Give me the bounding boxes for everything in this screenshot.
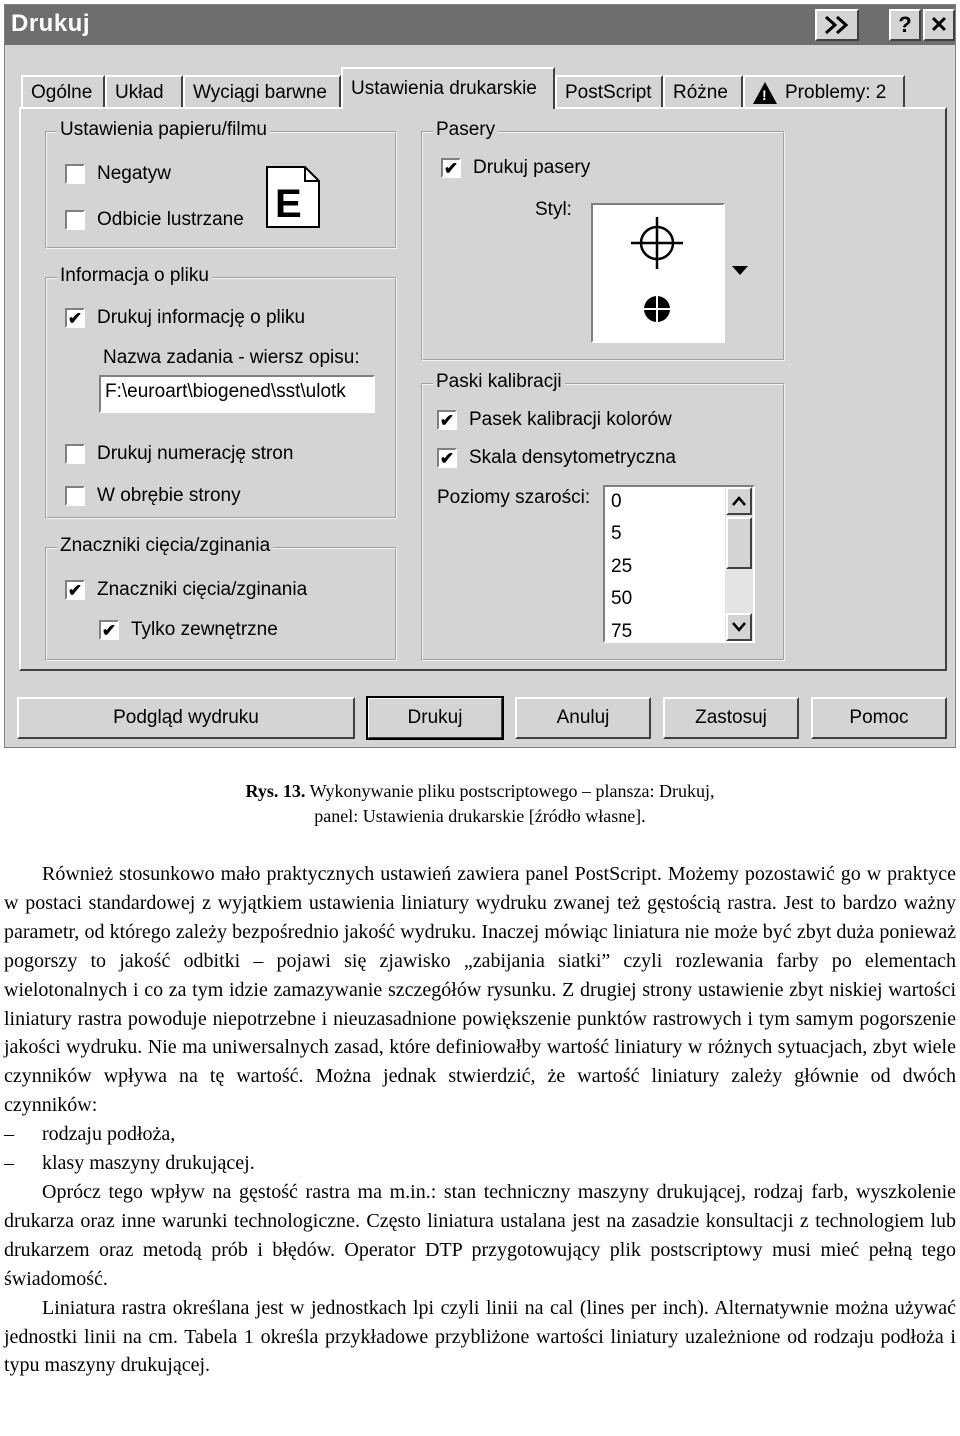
close-button[interactable]: ✕ — [923, 9, 955, 41]
crop-marks-option[interactable] — [65, 579, 307, 601]
list-item[interactable]: 25 — [611, 556, 633, 577]
gray-levels-label: Poziomy szarości: — [437, 487, 591, 508]
scroll-thumb[interactable] — [726, 517, 752, 569]
mirror-option[interactable] — [65, 209, 244, 231]
double-chevron-icon — [822, 14, 852, 36]
calibration-title: Paski kalibracji — [433, 371, 565, 393]
tab-issues-label: Problemy: 2 — [785, 82, 887, 103]
crop-marks-group — [45, 535, 397, 661]
figure-caption-text1: Wykonywanie pliku postscriptowego – plansza: Drukuj, — [309, 781, 715, 801]
negative-option[interactable] — [65, 163, 171, 185]
figure-caption-line2: panel: Ustawienia drukarskie [źródło własne]. — [314, 806, 646, 826]
mirror-label: Odbicie lustrzane — [97, 209, 244, 230]
print-preview-button[interactable]: Podgląd wydruku — [17, 697, 355, 739]
negative-checkbox[interactable] — [65, 164, 85, 184]
crop-marks-title: Znaczniki cięcia/zginania — [57, 535, 273, 557]
job-name-label: Nazwa zadania - wiersz opisu: — [103, 347, 360, 368]
print-file-info-checkbox[interactable]: ✔ — [65, 308, 85, 328]
registration-marks-title: Pasery — [433, 119, 498, 141]
bullet-text: klasy maszyny drukującej. — [42, 1152, 255, 1175]
tab-prepress-settings[interactable]: Ustawienia drukarskie — [341, 67, 555, 109]
cancel-button[interactable]: Anuluj — [515, 697, 651, 739]
exterior-only-label: Tylko zewnętrzne — [131, 619, 278, 640]
print-button[interactable]: Drukuj — [367, 697, 503, 739]
print-dialog — [4, 4, 956, 748]
list-item — [4, 1149, 956, 1178]
body-text — [4, 860, 956, 1380]
style-label: Styl: — [535, 199, 572, 220]
page-orientation-letter: E — [275, 182, 302, 226]
dialog-title: Drukuj — [11, 10, 91, 37]
crop-marks-label: Znaczniki cięcia/zginania — [97, 579, 308, 600]
densitometer-checkbox[interactable]: ✔ — [437, 448, 457, 468]
file-info-title: Informacja o pliku — [57, 265, 212, 287]
list-item[interactable]: 75 — [611, 621, 633, 642]
figure-label: Rys. 13. — [245, 781, 306, 801]
title-bar — [5, 5, 955, 45]
tab-issues[interactable] — [743, 75, 905, 109]
bullet-dash: – — [4, 1123, 14, 1146]
color-bar-option[interactable] — [437, 409, 672, 431]
apply-button[interactable]: Zastosuj — [663, 697, 799, 739]
tab-misc[interactable]: Różne — [663, 75, 743, 109]
print-registration-label: Drukuj pasery — [473, 157, 591, 178]
job-name-field[interactable]: F:\euroart\biogened\sst\ulotk — [99, 375, 375, 413]
paragraph-3: Liniatura rastra określana jest w jednostkach lpi czyli linii na cal (lines per inch). Alternatywnie można używać jednostki linii na cm. Tabela 1 określa przykładowe przybliżone wartości liniatury uzależnione od rodzaju podłoża i typu maszyny drukującej. — [4, 1296, 956, 1377]
densitometer-label: Skala densytometryczna — [469, 447, 676, 468]
gray-levels-scrollbar[interactable] — [725, 487, 753, 641]
scroll-up-button[interactable] — [726, 487, 752, 515]
page-numbers-label: Drukuj numerację stron — [97, 443, 294, 464]
figure-caption-line1 — [0, 778, 960, 804]
bullet-dash: – — [4, 1152, 14, 1175]
list-item[interactable]: 0 — [611, 491, 622, 512]
tab-postscript[interactable]: PostScript — [555, 75, 663, 109]
paper-settings-group — [45, 119, 397, 249]
calibration-group — [421, 371, 785, 661]
registration-style-preview[interactable] — [591, 203, 725, 343]
chevron-up-icon — [732, 496, 746, 506]
page-numbers-checkbox[interactable] — [65, 444, 85, 464]
paper-settings-title: Ustawienia papieru/filmu — [57, 119, 270, 141]
page-orientation-icon — [265, 165, 321, 229]
print-registration-checkbox[interactable]: ✔ — [441, 158, 461, 178]
dropdown-arrow-icon[interactable] — [731, 265, 749, 277]
color-bar-checkbox[interactable]: ✔ — [437, 410, 457, 430]
page-numbers-option[interactable] — [65, 443, 293, 465]
print-registration-option[interactable] — [441, 157, 590, 179]
color-bar-label: Pasek kalibracji kolorów — [469, 409, 672, 430]
help-button[interactable]: Pomoc — [811, 697, 947, 739]
negative-label: Negatyw — [97, 163, 171, 184]
filled-target-icon — [643, 295, 671, 323]
within-page-option[interactable] — [65, 485, 241, 507]
exterior-only-option[interactable] — [99, 619, 278, 641]
list-item — [4, 1120, 956, 1149]
list-item[interactable]: 5 — [611, 523, 622, 544]
tab-general[interactable]: Ogólne — [21, 75, 105, 109]
whats-this-button[interactable] — [815, 9, 859, 41]
crop-marks-checkbox[interactable]: ✔ — [65, 580, 85, 600]
bullet-text: rodzaju podłoża, — [42, 1123, 176, 1146]
tab-separations[interactable]: Wyciągi barwne — [183, 75, 341, 109]
tab-panel — [19, 107, 947, 671]
gray-levels-list[interactable] — [603, 485, 755, 643]
print-file-info-option[interactable] — [65, 307, 305, 329]
print-file-info-label: Drukuj informację o pliku — [97, 307, 306, 328]
within-page-label: W obrębie strony — [97, 485, 241, 506]
file-info-group — [45, 265, 397, 519]
mirror-checkbox[interactable] — [65, 210, 85, 230]
within-page-checkbox[interactable] — [65, 486, 85, 506]
densitometer-option[interactable] — [437, 447, 676, 469]
registration-mark-icons — [593, 205, 723, 341]
help-title-button[interactable]: ? — [889, 9, 921, 41]
scroll-down-button[interactable] — [726, 613, 752, 641]
exterior-only-checkbox[interactable]: ✔ — [99, 620, 119, 640]
paragraph-1: Również stosunkowo mało praktycznych ustawień zawiera panel PostScript. Możemy pozostawić go w praktyce w postaci standardowej z wyjątkiem ustawienia liniatury wydruku zwanej też gęstością rastra. Jest to bardzo ważny parametr, od którego zależy bezpośrednio jakość wydruku. Inaczej mówiąc liniatura nie może być zbyt duża ponieważ pogorszy to jakość odbitki – pojawi się zjawisko „zabijania siatki” czyli rozlewania farby po elementach wielotonalnych i co za tym idzie zamazywanie szczegółów rysunku. Z drugiej strony ustawienie zbyt niskiej wartości liniatury rastra powoduje niepotrzebne i nieuzasadnione powiększenie punktów rastrowych i tym samym pogorszenie jakości wydruku. Nie ma uniwersalnych zasad, które definiowałby wartość liniatury w różnych sytuacjach, zbyt wiele czynników wpływa na tę wartość. Można jednak stwierdzić, że wartość liniatury zależy głównie od dwóch czynników: — [4, 863, 956, 1117]
registration-marks-group — [421, 119, 785, 361]
chevron-down-icon — [732, 622, 746, 632]
tab-bar — [21, 67, 941, 109]
crosshair-icon — [631, 217, 683, 269]
tab-layout[interactable]: Układ — [105, 75, 183, 109]
warning-icon: ! — [753, 82, 777, 104]
list-item[interactable]: 50 — [611, 588, 633, 609]
paragraph-2: Oprócz tego wpływ na gęstość rastra ma m.in.: stan techniczny maszyny drukującej, rodzaj farb, wyszkolenie drukarza oraz inne warunki technologiczne. Często liniatura ustalana jest na zasadzie konsultacji z technologiem lub drukarzem oraz metodą prób i błędów. Operator DTP przygotowujący plik postscriptowy musi mieć pełną tego świadomość. — [4, 1180, 956, 1290]
